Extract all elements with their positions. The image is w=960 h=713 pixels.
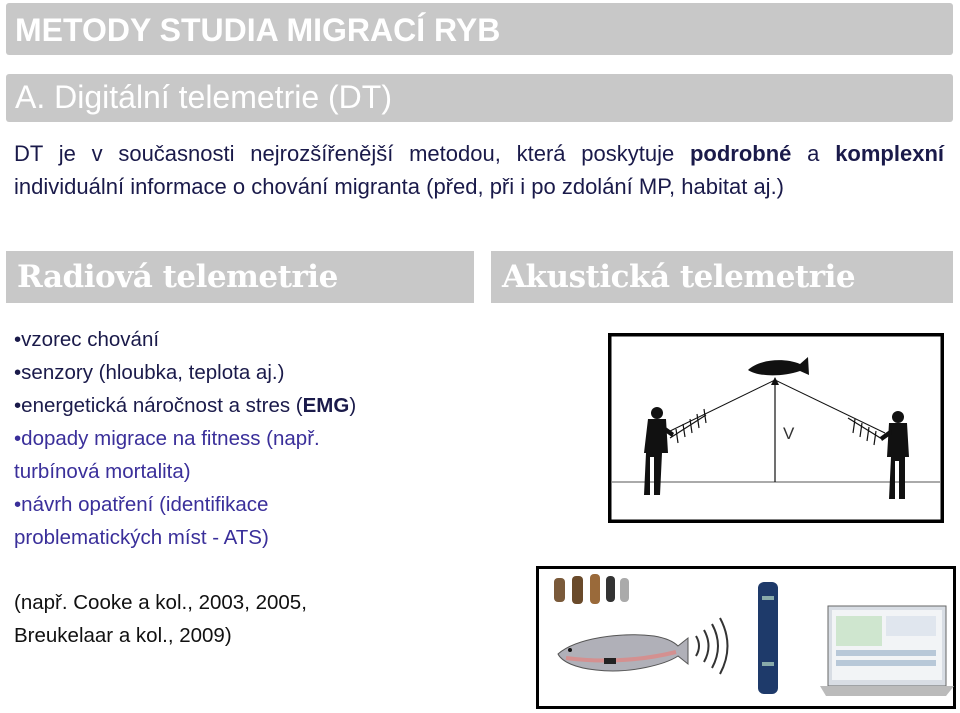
title-bar (6, 3, 953, 55)
intro-paragraph (14, 138, 944, 203)
radio-telemetry-bullets (14, 323, 356, 554)
bullet-behavior: •vzorec chování (14, 328, 160, 351)
section-bar (6, 74, 953, 122)
radio-telemetry-header (6, 251, 474, 303)
bullet-sensors: •senzory (hloubka, teplota aj.) (14, 361, 285, 384)
intro-bold-1: podrobné (689, 141, 792, 166)
laptop-software-icon (820, 606, 954, 696)
intro-text-2: a (791, 141, 836, 166)
intro-text-1: DT je v současnosti nejrozšířenější metodou, která poskytuje (14, 141, 690, 166)
velocity-label: V (783, 424, 795, 443)
hydrophone-receiver-icon (758, 582, 778, 694)
slide-title: METODY STUDIA MIGRACÍ RYB (15, 12, 501, 48)
bullet-measures-cont: problematických míst - ATS) (14, 526, 269, 549)
intro-bold-2: komplexní (835, 141, 944, 166)
bullet-energetics-end: ) (349, 394, 357, 417)
acoustic-telemetry-header (491, 251, 953, 303)
section-title: A. Digitální telemetrie (DT) (15, 79, 392, 115)
acoustic-telemetry-label: Akustická telemetrie (502, 259, 856, 295)
bullet-fitness-cont: turbínová mortalita) (14, 460, 191, 483)
reference-line-2: Breukelaar a kol., 2009) (14, 624, 232, 647)
bullet-measures: •návrh opatření (identifikace (14, 493, 269, 516)
references (14, 586, 307, 652)
intro-text-3: individuální informace o chování migranta (před, při i po zdolání MP, habitat aj.) (14, 173, 785, 199)
bullet-emg: EMG (302, 394, 350, 417)
telemetry-equipment-photo (536, 566, 956, 709)
bullet-energetics (14, 389, 356, 422)
acoustic-telemetry-diagram (608, 333, 944, 523)
radio-telemetry-label: Radiová telemetrie (17, 259, 338, 295)
bullet-fitness: •dopady migrace na fitness (např. (14, 427, 320, 450)
reference-line-1: (např. Cooke a kol., 2003, 2005, (14, 591, 307, 614)
bullet-energetics-text: •energetická náročnost a stres ( (14, 394, 303, 417)
